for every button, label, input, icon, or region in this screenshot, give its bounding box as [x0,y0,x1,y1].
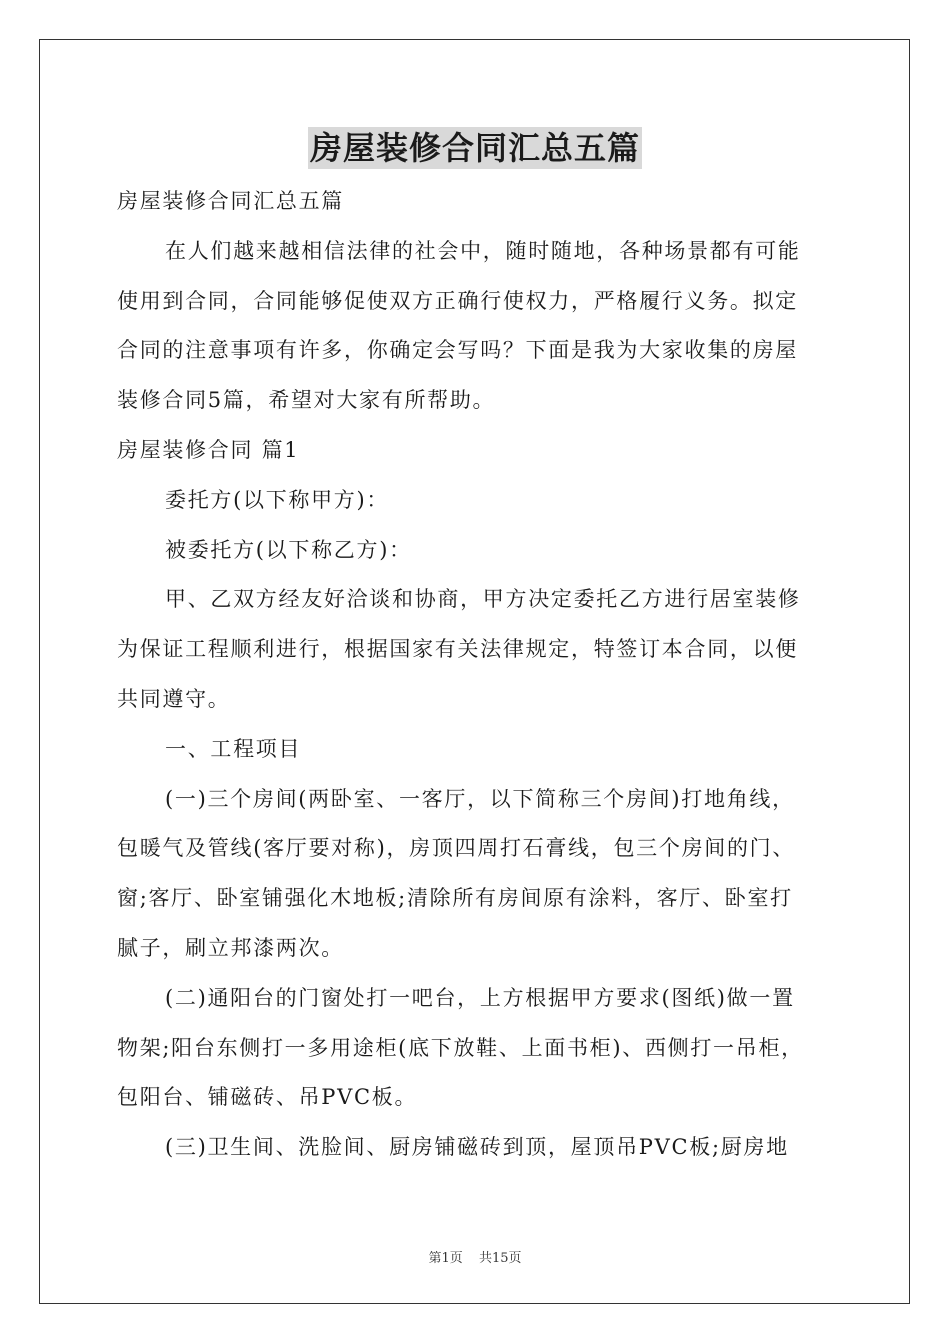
text-line: 被委托方(以下称乙方)： [165,537,412,562]
text-line: 合同的注意事项有许多，你确定会写吗？下面是我为大家收集的房屋 [117,338,798,363]
document-title: 房屋装修合同汇总五篇 [309,129,640,167]
text-line: (三)卫生间、洗脸间、厨房铺磁砖到顶，屋顶吊PVC板;厨房地 [165,1135,789,1160]
page-footer [0,1247,950,1266]
text-line: 使用到合同，合同能够促使双方正确行使权力，严格履行义务。拟定 [117,288,798,313]
text-line: 一、工程项目 [165,736,302,761]
text-line: 在人们越来越相信法律的社会中，随时随地，各种场景都有可能 [165,238,801,263]
document-body [117,177,837,1173]
text-line: 甲、乙双方经友好洽谈和协商，甲方决定委托乙方进行居室装修 [165,587,801,612]
text-line: (一)三个房间(两卧室、一客厅，以下简称三个房间)打地角线， [165,786,795,811]
text-line: 房屋装修合同 篇1 [117,437,300,462]
text-line: 腻子，刷立邦漆两次。 [117,935,344,960]
text-line: 装修合同5篇，希望对大家有所帮助。 [117,388,496,413]
text-line: 委托方(以下称甲方)： [165,487,390,512]
title-container [0,127,950,169]
page-number: 第1页 [428,1251,463,1266]
text-line: 房屋装修合同汇总五篇 [117,189,344,213]
text-line: 包阳台、铺磁砖、吊PVC板。 [117,1085,418,1110]
text-line: 为保证工程顺利进行，根据国家有关法律规定，特签订本合同，以便 [117,637,798,662]
text-line: 物架;阳台东侧打一多用途柜(底下放鞋、上面书柜)、西侧打一吊柜， [117,1035,804,1060]
page-total: 共15页 [478,1251,522,1266]
text-line: 窗;客厅、卧室铺强化木地板;清除所有房间原有涂料，客厅、卧室打 [117,886,793,911]
text-line: 共同遵守。 [117,686,231,711]
text-line: 包暖气及管线(客厅要对称)，房顶四周打石膏线，包三个房间的门、 [117,836,796,861]
text-line: (二)通阳台的门窗处打一吧台，上方根据甲方要求(图纸)做一置 [165,985,795,1010]
